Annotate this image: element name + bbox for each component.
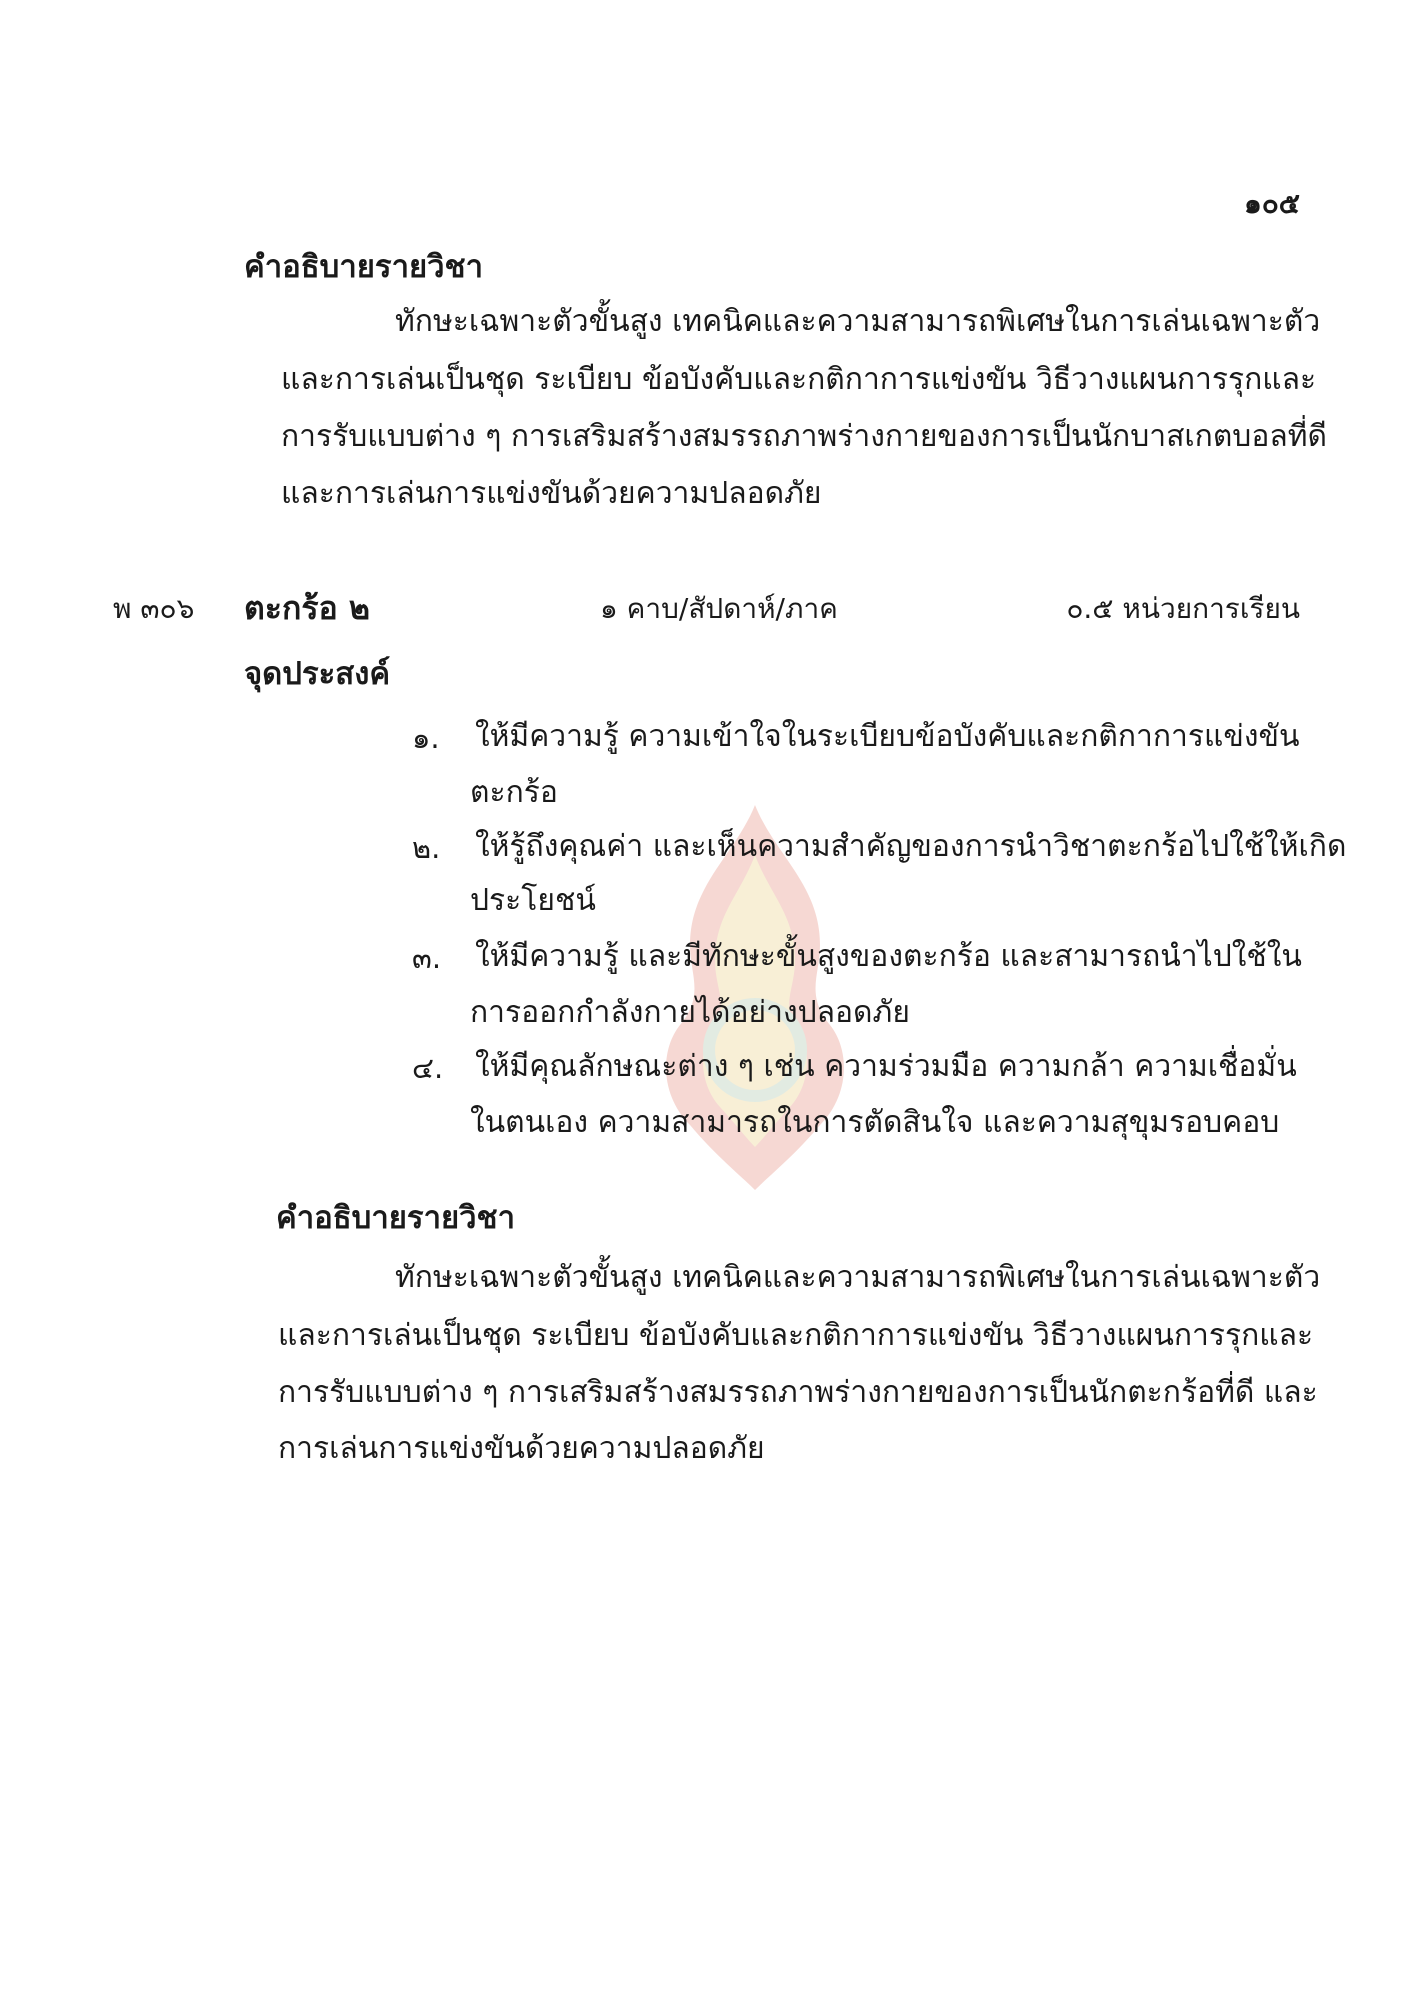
objective-line: ตะกร้อ xyxy=(470,775,558,810)
description-line: ทักษะเฉพาะตัวขั้นสูง เทคนิคและความสามารถพิเศษในการเล่นเฉพาะตัว xyxy=(395,304,1321,339)
description-line: การเล่นการแข่งขันด้วยความปลอดภัย xyxy=(278,1431,765,1466)
course-credits: ๐.๕ หน่วยการเรียน xyxy=(1066,592,1300,625)
description-line: การรับแบบต่าง ๆ การเสริมสร้างสมรรถภาพร่างกายของการเป็นนักตะกร้อที่ดี และ xyxy=(278,1375,1318,1410)
course-name: ตะกร้อ ๒ xyxy=(244,589,370,627)
course-description-heading: คำอธิบายรายวิชา xyxy=(244,249,484,285)
objective-line: ในตนเอง ความสามารถในการตัดสินใจ และความสุขุมรอบคอบ xyxy=(470,1105,1280,1140)
course-description-heading-2: คำอธิบายรายวิชา xyxy=(276,1200,516,1236)
objective-line: ให้รู้ถึงคุณค่า และเห็นความสำคัญของการนำวิชาตะกร้อไปใช้ให้เกิด xyxy=(475,829,1347,864)
objective-line: ประโยชน์ xyxy=(470,883,596,918)
course-code: พ ๓๐๖ xyxy=(113,592,195,625)
objective-line: การออกกำลังกายได้อย่างปลอดภัย xyxy=(470,995,910,1030)
objective-number: ๒. xyxy=(412,831,441,865)
page-number: ๑๐๕ xyxy=(1243,187,1300,220)
objective-number: ๔. xyxy=(412,1051,444,1085)
description-line: และการเล่นเป็นชุด ระเบียบ ข้อบังคับและกติกาการแข่งขัน วิธีวางแผนการรุกและ xyxy=(281,362,1317,397)
description-line: การรับแบบต่าง ๆ การเสริมสร้างสมรรถภาพร่างกายของการเป็นนักบาสเกตบอลที่ดี xyxy=(281,419,1328,454)
description-line: และการเล่นเป็นชุด ระเบียบ ข้อบังคับและกติกาการแข่งขัน วิธีวางแผนการรุกและ xyxy=(278,1318,1314,1353)
course-hours: ๑ คาบ/สัปดาห์/ภาค xyxy=(600,592,838,625)
objective-number: ๓. xyxy=(412,941,442,975)
description-line: ทักษะเฉพาะตัวขั้นสูง เทคนิคและความสามารถพิเศษในการเล่นเฉพาะตัว xyxy=(395,1260,1321,1295)
description-line: และการเล่นการแข่งขันด้วยความปลอดภัย xyxy=(281,476,822,511)
objective-line: ให้มีความรู้ ความเข้าใจในระเบียบข้อบังคับและกติกาการแข่งขัน xyxy=(475,719,1300,754)
objective-line: ให้มีคุณลักษณะต่าง ๆ เช่น ความร่วมมือ ความกล้า ความเชื่อมั่น xyxy=(475,1049,1297,1084)
objective-line: ให้มีความรู้ และมีทักษะขั้นสูงของตะกร้อ และสามารถนำไปใช้ใน xyxy=(475,939,1302,974)
objectives-heading: จุดประสงค์ xyxy=(244,656,391,692)
objective-number: ๑. xyxy=(412,721,440,755)
